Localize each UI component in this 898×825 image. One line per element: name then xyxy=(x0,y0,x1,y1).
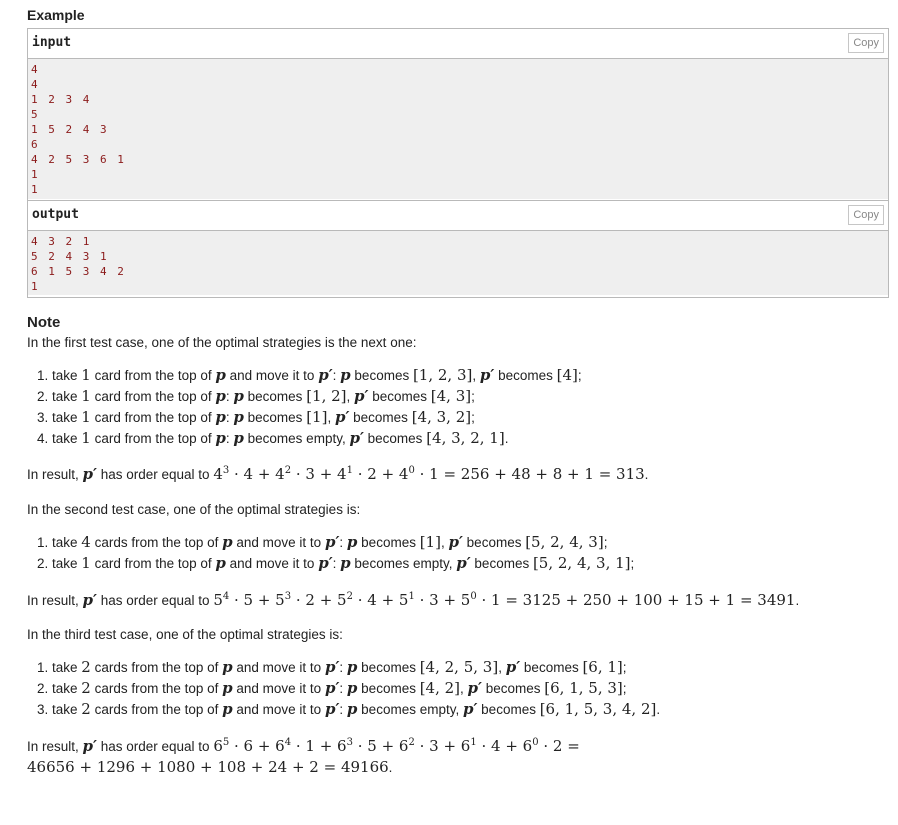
list-item: 1. take 4 cards from the top of p and move it to p′: p becomes [1], p′ becomes [5, 2, 4, 3]; xyxy=(37,533,608,551)
output-block xyxy=(27,201,889,298)
input-line: 6 xyxy=(31,138,40,151)
input-label: input xyxy=(32,35,72,50)
list-item: 2. take 1 card from the top of p and move it to p′: p becomes empty, p′ becomes [5, 2, 4, 3, 1]; xyxy=(37,554,635,572)
output-line: 1 xyxy=(31,280,40,293)
output-line: 4 3 2 1 xyxy=(31,235,92,248)
list-item: 2. take 1 card from the top of p: p becomes [1, 2], p′ becomes [4, 3]; xyxy=(37,387,475,405)
input-line: 1 5 2 4 3 xyxy=(31,123,109,136)
result-3-line-2: 46656 + 1296 + 1080 + 108 + 24 + 2 = 49166. xyxy=(27,758,393,776)
input-line: 4 xyxy=(31,78,40,91)
note-intro-2: In the second test case, one of the optimal strategies is: xyxy=(27,502,361,517)
list-item: 3. take 1 card from the top of p: p becomes [1], p′ becomes [4, 3, 2]; xyxy=(37,408,475,426)
note-heading: Note xyxy=(27,314,61,331)
input-copy-button[interactable]: Copy xyxy=(848,33,884,53)
input-line: 5 xyxy=(31,108,40,121)
input-header xyxy=(28,29,888,59)
input-line: 1 2 3 4 xyxy=(31,93,92,106)
input-line: 1 xyxy=(31,183,40,196)
input-line: 1 xyxy=(31,168,40,181)
output-line: 6 1 5 3 4 2 xyxy=(31,265,126,278)
list-item: 3. take 2 cards from the top of p and move it to p′: p becomes empty, p′ becomes [6, 1, 5, 3, 4, 2]. xyxy=(37,700,661,718)
result-2: In result, p′ has order equal to $5^4 \cdot 5 + 5^3 \cdot 2 + 5^2 \cdot 4 + 5^1 \cdot 3 + 5^0 \cdot 1 = 3125 + 250 + 100 + 15 + 1 = 3491$. xyxy=(27,591,800,609)
note-intro-3: In the third test case, one of the optimal strategies is: xyxy=(27,627,343,642)
result-3-line-1: In result, p′ has order equal to $6^5 \cdot 6 + 6^4 \cdot 1 + 6^3 \cdot 5 + 6^2 \cdot 3 + 6^1 \cdot 4 + 6^0 \cdot 2$ = xyxy=(27,737,580,755)
output-content xyxy=(28,231,888,295)
list-item: 1. take 1 card from the top of p and move it to p′: p becomes [1, 2, 3], p′ becomes [4]; xyxy=(37,366,582,384)
output-header xyxy=(28,201,888,231)
output-copy-button[interactable]: Copy xyxy=(848,205,884,225)
list-item: 1. take 2 cards from the top of p and move it to p′: p becomes [4, 2, 5, 3], p′ becomes [6, 1]; xyxy=(37,658,627,676)
strategy-list-3 xyxy=(37,657,660,720)
input-line: 4 2 5 3 6 1 xyxy=(31,153,126,166)
example-title: Example xyxy=(27,7,85,23)
result-1: In result, p′ has order equal to $4^3 \cdot 4 + 4^2 \cdot 3 + 4^1 \cdot 2 + 4^0 \cdot 1 = 256 + 48 + 8 + 1 = 313$. xyxy=(27,465,649,483)
input-line: 4 xyxy=(31,63,40,76)
input-block xyxy=(27,28,889,201)
input-content xyxy=(28,59,888,199)
list-item: 4. take 1 card from the top of p: p becomes empty, p′ becomes [4, 3, 2, 1]. xyxy=(37,429,509,447)
list-item: 2. take 2 cards from the top of p and move it to p′: p becomes [4, 2], p′ becomes [6, 1, 5, 3]; xyxy=(37,679,627,697)
output-label: output xyxy=(32,207,79,222)
output-line: 5 2 4 3 1 xyxy=(31,250,109,263)
strategy-list-1 xyxy=(37,365,582,449)
strategy-list-2 xyxy=(37,532,634,574)
note-intro-1: In the first test case, one of the optimal strategies is the next one: xyxy=(27,335,417,350)
